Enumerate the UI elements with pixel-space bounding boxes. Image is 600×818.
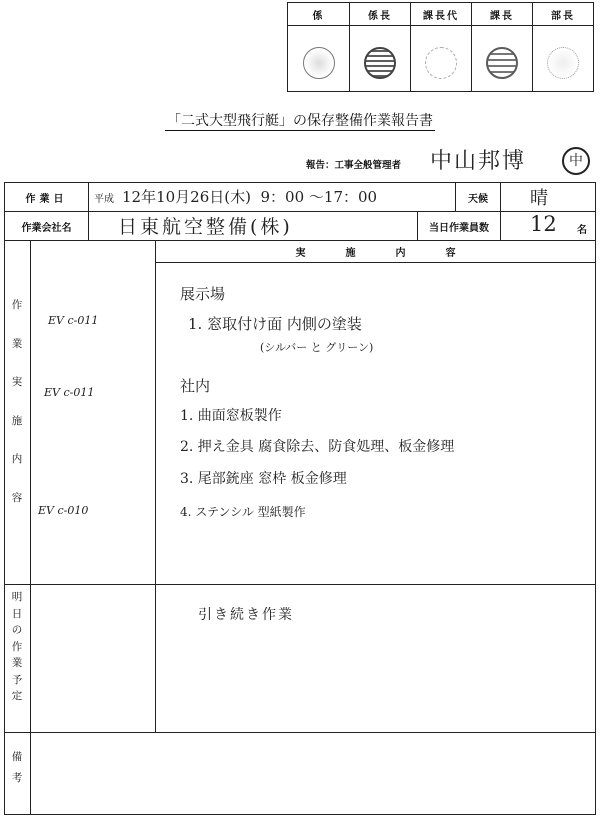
company-value: 日東航空整備(株) [118,216,293,238]
aircraft-code: EV c-010 [38,504,89,517]
work-date-value: 12年10月26日(木) 9：00 〜17：00 [122,188,378,206]
reporter-name: 中山邦博 [430,149,527,174]
stamp-header: 課長代 [411,3,471,26]
content-item: 3. 尾部銃座 窓枠 板金修理 [180,471,347,487]
tomorrow-label [10,592,24,727]
tomorrow-label-text: 明 日 の 作 業 予 定 [11,591,23,702]
content-item: 2. 押え金具 腐食除去、防食処理、板金修理 [180,439,455,455]
tomorrow-plan: 引き続き作業 [198,607,294,623]
remarks-label [10,752,24,802]
workers-value: 12 [530,212,557,236]
stamp-header: 係 [288,3,349,26]
workers-label: 当日作業員数 [429,222,489,234]
page-title-text: 「二式大型飛行艇」の保存整備作業報告書 [167,113,433,129]
content-item: 1. 曲面窓板製作 [180,408,282,424]
weather-value: 晴 [530,188,548,209]
content-section-heading: 展示場 [180,285,226,303]
reporter-label: 報告：工事全般管理者 [306,160,402,171]
weather-label: 天候 [468,193,488,205]
workers-unit: 名 [577,225,587,236]
work-date-label: 作業日 [25,193,68,205]
stamp-header: 係長 [350,3,410,26]
reporter-seal-icon: 中 [562,147,590,175]
content-item: 4. ステンシル 型紙製作 [180,505,306,519]
work-date-era: 平成 [94,194,114,205]
stamp-header: 部長 [533,3,593,26]
content-side-label-text: 作 業 実 施 内 容 [11,299,23,504]
company-label: 作業会社名 [21,222,72,234]
content-item-note: (シルバー と グリーン) [260,341,374,354]
aircraft-code: EV c-011 [48,314,99,327]
stamp-header: 課長 [472,3,532,26]
content-item: 1. 窓取付け面 内側の塗装 [188,315,362,333]
content-side-label [10,300,24,560]
remarks-label-text: 備 考 [11,751,23,784]
content-section-heading: 社内 [180,377,211,395]
aircraft-code: EV c-011 [44,386,95,399]
content-header: 実施内容 [295,248,496,259]
